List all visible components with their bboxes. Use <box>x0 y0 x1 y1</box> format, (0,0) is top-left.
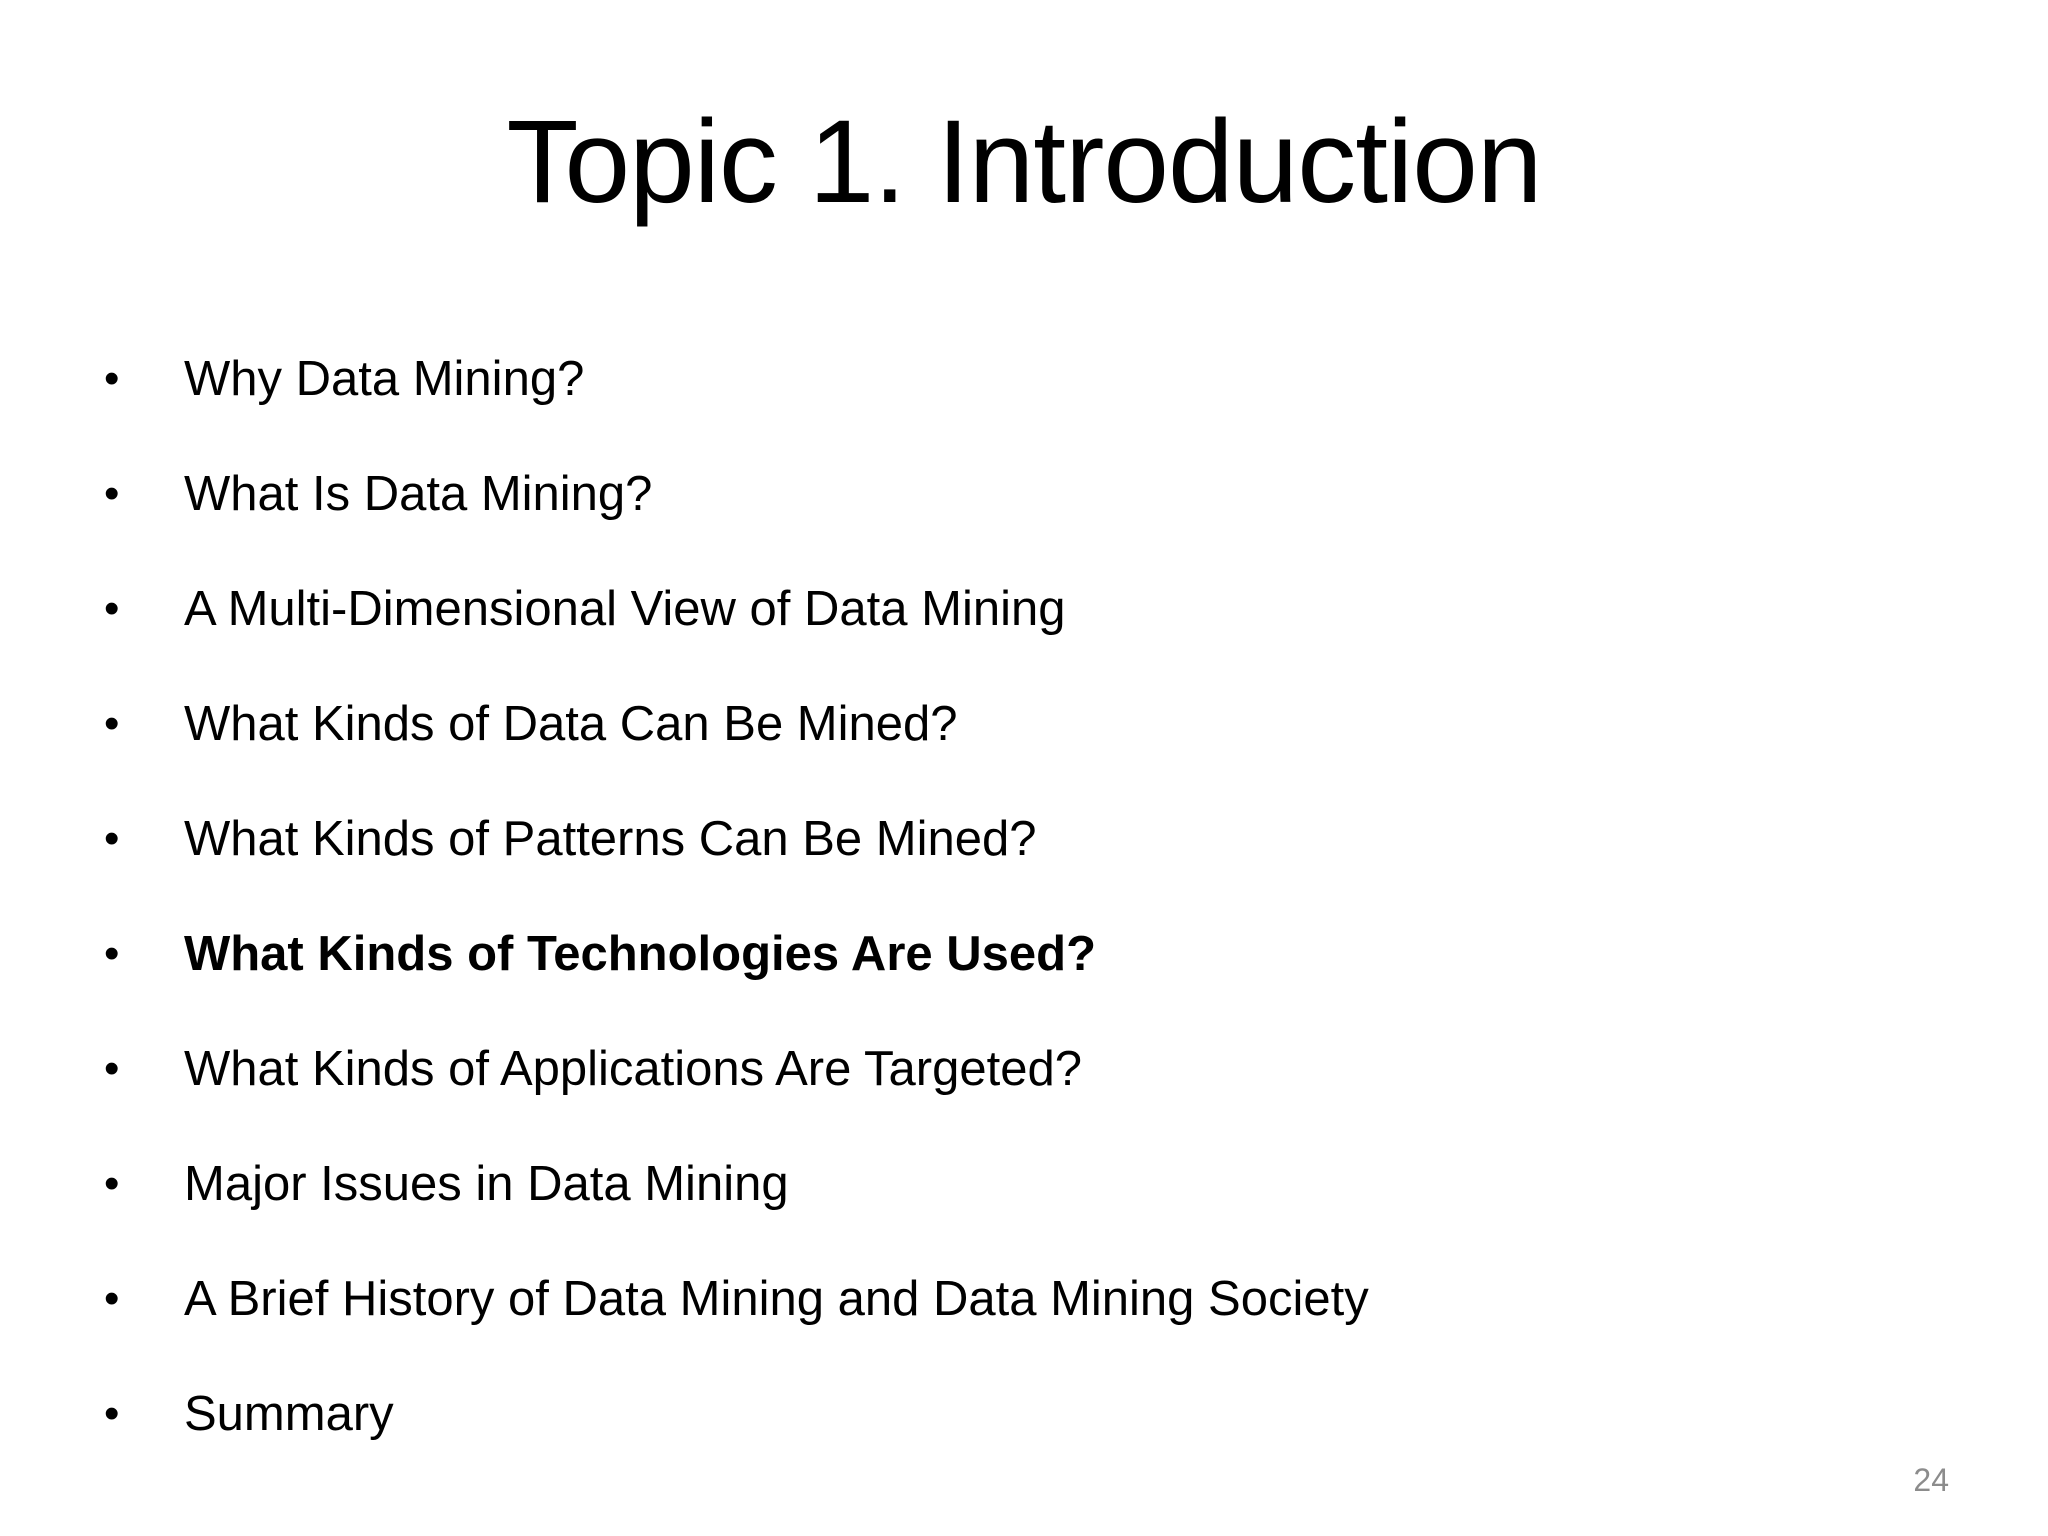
bullet-text: What Kinds of Applications Are Targeted? <box>184 1042 1082 1096</box>
bullet-item <box>0 911 2048 1026</box>
bullet-dot-icon: • <box>104 1159 120 1208</box>
bullet-item <box>0 566 2048 681</box>
bullet-item <box>0 1371 2048 1486</box>
bullet-item <box>0 1256 2048 1371</box>
bullet-item <box>0 336 2048 451</box>
bullet-item <box>0 681 2048 796</box>
bullet-item <box>0 796 2048 911</box>
bullet-dot-icon: • <box>104 584 120 633</box>
bullet-list <box>0 336 2048 1486</box>
bullet-item <box>0 1026 2048 1141</box>
bullet-text: A Brief History of Data Mining and Data Mining Society <box>184 1272 1369 1326</box>
bullet-item <box>0 451 2048 566</box>
bullet-text: What Kinds of Patterns Can Be Mined? <box>184 812 1037 866</box>
bullet-item <box>0 1141 2048 1256</box>
bullet-dot-icon: • <box>104 699 120 748</box>
slide-title: Topic 1. Introduction <box>506 96 1542 228</box>
bullet-dot-icon: • <box>104 354 120 403</box>
bullet-text: What Kinds of Data Can Be Mined? <box>184 697 958 751</box>
bullet-dot-icon: • <box>104 929 120 978</box>
bullet-text: A Multi-Dimensional View of Data Mining <box>184 582 1066 636</box>
bullet-dot-icon: • <box>104 1044 120 1093</box>
bullet-text: Why Data Mining? <box>184 352 585 406</box>
bullet-dot-icon: • <box>104 1274 120 1323</box>
page-number: 24 <box>1913 1462 1949 1498</box>
bullet-text: What Is Data Mining? <box>184 467 653 521</box>
bullet-text: Summary <box>184 1387 394 1441</box>
bullet-text: Major Issues in Data Mining <box>184 1157 789 1211</box>
bullet-dot-icon: • <box>104 469 120 518</box>
bullet-text: What Kinds of Technologies Are Used? <box>184 927 1097 981</box>
bullet-dot-icon: • <box>104 1389 120 1438</box>
bullet-dot-icon: • <box>104 814 120 863</box>
